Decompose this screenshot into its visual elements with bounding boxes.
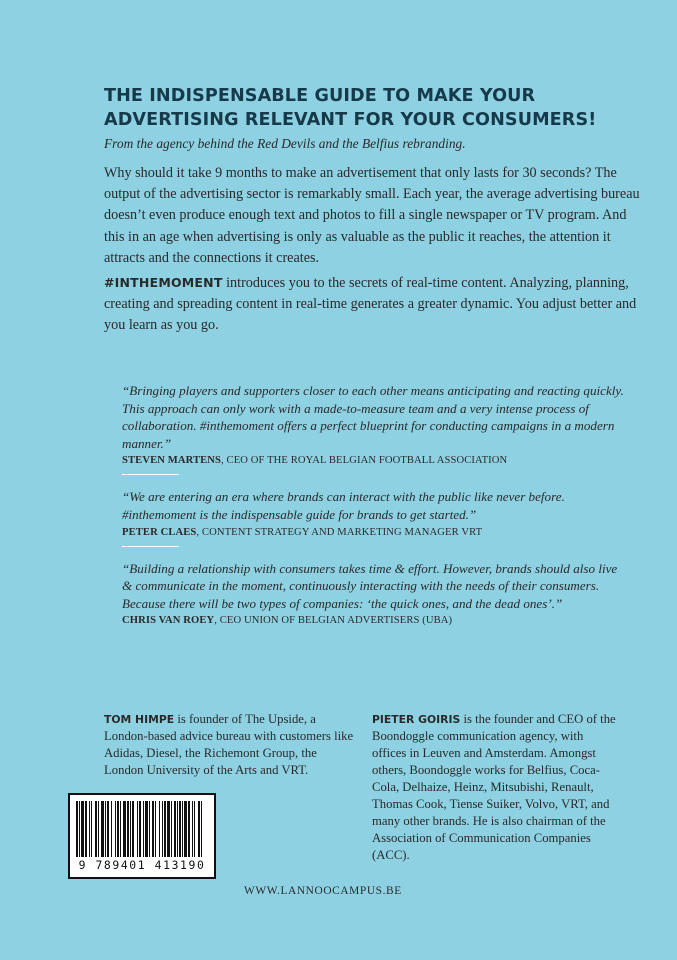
barcode-bar (120, 801, 121, 857)
author-bio-text: is founder of The Upside, a London-based advice bureau with customers like Adidas, Diesel, the Richemont Group, the London University of the Arts and VRT. (104, 712, 354, 777)
barcode-bar (198, 801, 200, 857)
isbn-number: 9 789401 413190 (78, 858, 206, 872)
barcode-bar (79, 801, 80, 857)
barcode-bar (145, 801, 148, 857)
testimonial-attribution (122, 526, 627, 540)
subtitle: From the agency behind the Red Devils and the Belfius rebranding. (104, 136, 466, 151)
blurb-paragraph-2 (104, 272, 644, 337)
testimonial (122, 560, 627, 629)
publisher-website: WWW.LANNOOCAMPUS.BE (244, 885, 402, 897)
testimonials (122, 382, 627, 628)
author-bio-tom-himpe (104, 711, 356, 779)
barcode-bar (111, 801, 112, 857)
testimonial-author: STEVEN MARTENS (122, 455, 222, 467)
barcode-bar (95, 801, 97, 857)
barcode-bar (174, 801, 176, 857)
testimonial-attribution (122, 454, 627, 468)
barcode-bar (137, 801, 138, 857)
blurb (104, 163, 644, 340)
barcode-bar (164, 801, 166, 857)
barcode-bar (182, 801, 183, 857)
barcode-bar (155, 801, 156, 857)
barcode-bar (194, 801, 195, 857)
headline-line-2: ADVERTISING RELEVANT FOR YOUR CONSUMERS! (104, 110, 597, 130)
barcode-bar (162, 801, 163, 857)
barcode-bar (123, 801, 126, 857)
barcode-bar (152, 801, 154, 857)
testimonial-divider (122, 546, 179, 547)
hashtag-title: #INTHEMOMENT (104, 275, 223, 291)
barcode-bar (127, 801, 129, 857)
barcode-bar (177, 801, 178, 857)
testimonial-quote: “Bringing players and supporters closer to each other means anticipating and reacting quickly. This approach can only work with a made-to-measure team and a very intense process of collaboration. #inthemoment offers a perfect blueprint for conducting campaigns in a modern manner.” (122, 383, 624, 451)
isbn-barcode (68, 793, 216, 879)
barcode-bar (76, 801, 78, 857)
barcode-bar (89, 801, 90, 857)
testimonial (122, 382, 627, 468)
barcode-bar (81, 801, 84, 857)
barcode-bar (139, 801, 141, 857)
barcode-bar (159, 801, 160, 857)
testimonial-quote: “Building a relationship with consumers takes time & effort. However, brands should also live & communicate in the moment, continuously interacting with the needs of their consumers. Because there will be two types of companies: ‘the quick ones, and the dead ones’.” (122, 560, 618, 611)
barcode-bar (188, 801, 190, 857)
barcode-bar (105, 801, 106, 857)
barcode-bar (85, 801, 87, 857)
blurb-paragraph-1: Why should it take 9 months to make an advertisement that only lasts for 30 seconds? The output of the advertising sector is remarkably small. Each year, the average advertising bureau doesn’t even produce enough text and photos to fill a single newspaper or TV program. And this in an age when advertising is only as valuable as the public it reaches, the attention it attracts and the connections it creates. (104, 165, 640, 266)
barcode-bar (192, 801, 193, 857)
author-bio-text: is the founder and CEO of the Boondoggle communication agency, with offices in Leuven and Amsterdam. Amongst others, Boondoggle works for Belfius, Coca-Cola, Delhaize, Heinz, Mitsubishi, Renault, Thomas Cook, Tiense Suiker, Volvo, VRT, and many other brands. He is also chairman of the Association of Communication Companies (ACC). (372, 712, 616, 862)
testimonial-author: CHRIS VAN ROEY (122, 615, 215, 627)
barcode-bar (115, 801, 116, 857)
barcode-bar (91, 801, 92, 857)
barcode-bar (117, 801, 119, 857)
testimonial-role: , CONTENT STRATEGY AND MARKETING MANAGER VRT (196, 526, 483, 538)
testimonial-quote: “We are entering an era where brands can interact with the public like never before. #inthemoment is the indispensable guide for brands to get started.” (122, 489, 565, 522)
testimonial-divider (122, 474, 179, 475)
barcode-bar (184, 801, 187, 857)
barcode-bar (179, 801, 181, 857)
testimonial-author: PETER CLAES (122, 526, 197, 538)
blurb-paragraph-2-text: introduces you to the secrets of real-time content. Analyzing, planning, creating and spreading content in real-time generates a greater dynamic. You adjust better and you learn as you go. (104, 275, 637, 334)
testimonial-role: , CEO UNION OF BELGIAN ADVERTISERS (UBA) (214, 615, 453, 627)
author-bio-pieter-goiris (372, 711, 617, 864)
barcode-bar (130, 801, 131, 857)
testimonial-role: , CEO OF THE ROYAL BELGIAN FOOTBALL ASSOCIATION (221, 455, 508, 467)
barcode-bar (143, 801, 144, 857)
barcode-bar (101, 801, 104, 857)
barcode-bar (149, 801, 150, 857)
testimonial-attribution (122, 614, 627, 628)
testimonial (122, 488, 627, 539)
barcode-bar (107, 801, 109, 857)
back-cover-headline (104, 84, 624, 132)
barcode-bar (201, 801, 202, 857)
barcode-bar (167, 801, 170, 857)
author-name: PIETER GOIRIS (372, 713, 461, 726)
headline-line-1: THE INDISPENSABLE GUIDE TO MAKE YOUR (104, 86, 536, 106)
barcode-bar (98, 801, 99, 857)
author-name: TOM HIMPE (104, 713, 175, 726)
barcode-bar (132, 801, 134, 857)
barcode-bars (76, 801, 204, 857)
barcode-bar (171, 801, 172, 857)
